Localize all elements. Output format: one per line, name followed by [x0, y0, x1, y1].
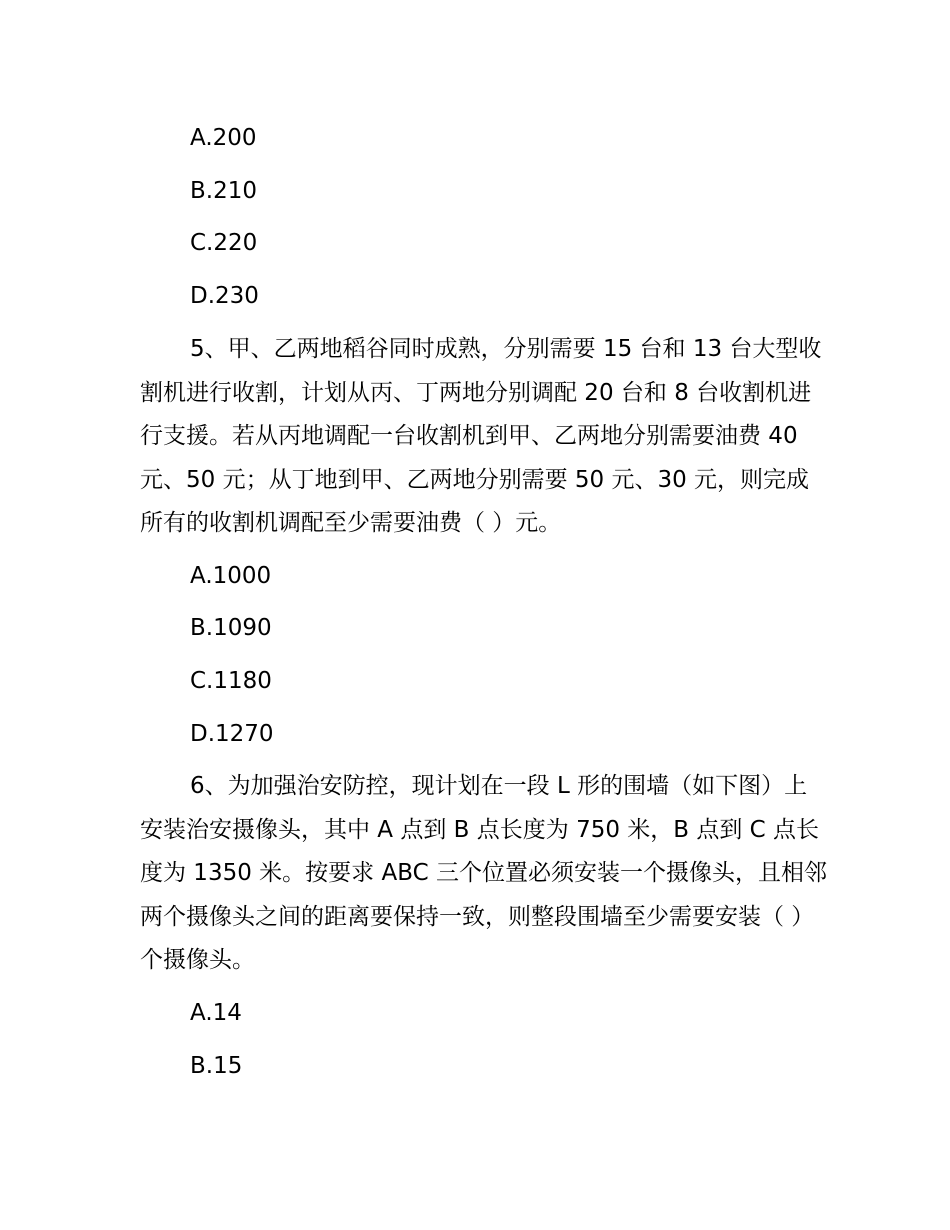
- option-b: B.210: [190, 178, 257, 204]
- question-6-text: 6、为加强治安防控，现计划在一段 L 形的围墙（如下图）上安装治安摄像头，其中 A 点到 B 点长度为 750 米，B 点到 C 点长度为 1350 米。按要求 ABC 三个位置必须安装一个摄像头，且相邻两个摄像头之间的距离要保持一致，则整段围墙至少需要安装（ ）个摄像头。: [140, 773, 827, 973]
- question-6-option-a: A.14: [190, 1000, 242, 1026]
- question-5-option-b: B.1090: [190, 615, 272, 641]
- option-a: A.200: [190, 125, 257, 151]
- question-5-option-a: A.1000: [190, 563, 272, 589]
- question-5-text: 5、甲、乙两地稻谷同时成熟，分别需要 15 台和 13 台大型收割机进行收割，计划从丙、丁两地分别调配 20 台和 8 台收割机进行支援。若从丙地调配一台收割机到甲、乙两地分别需要油费 40 元、50 元；从丁地到甲、乙两地分别需要 50 元、30 元，则完成所有的收割机调配至少需要油费（ ）元。: [140, 336, 822, 536]
- question-6-option-b: B.15: [190, 1053, 243, 1079]
- option-c: C.220: [190, 230, 258, 256]
- option-d: D.230: [190, 283, 259, 309]
- question-5-option-d: D.1270: [190, 721, 274, 747]
- question-5-option-c: C.1180: [190, 668, 272, 694]
